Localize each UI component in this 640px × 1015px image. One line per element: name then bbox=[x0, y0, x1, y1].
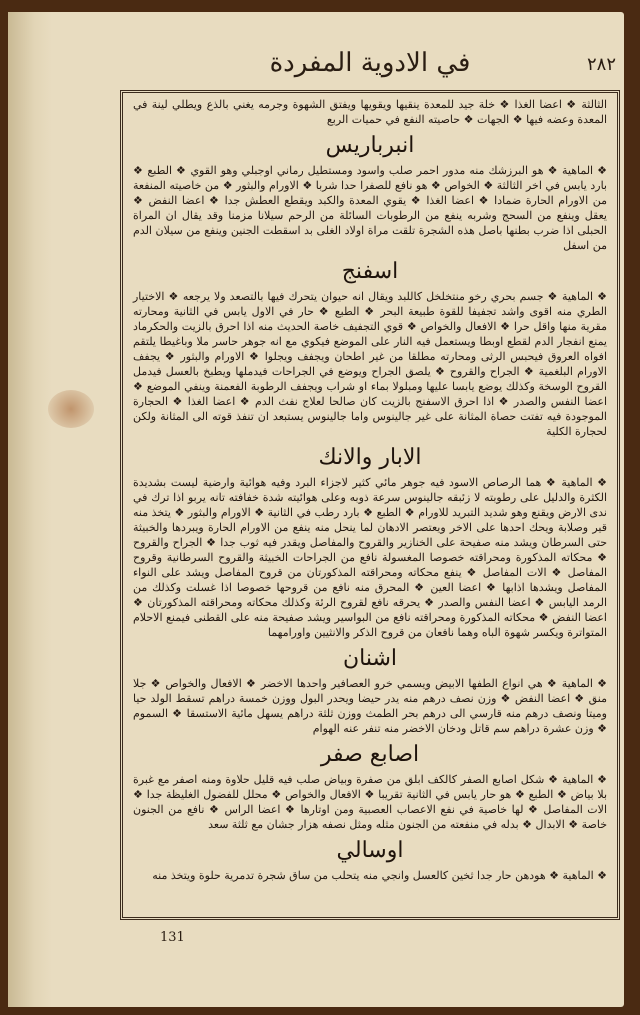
signature-mark: 131 bbox=[160, 930, 185, 945]
running-head bbox=[120, 48, 620, 88]
entry-text-awsali: ❖ الماهية ❖ هودهن حار جدا ثخين كالعسل وانجي منه يتحلب من ساق شجرة تدمرية حلوة ويتخذ منه bbox=[152, 869, 607, 882]
entry-title-isfanj: اسفنج bbox=[341, 259, 399, 284]
paper-stain bbox=[48, 390, 94, 428]
entry-title-ushnan: اشنان bbox=[342, 646, 398, 671]
entry-text-ushnan: ❖ الماهية ❖ هي انواع الطفها الابيض ويسمي خرو العصافير واحدها الاخضر ❖ الافعال والخواص ❖ جلا منق ❖ اعضا النفض ❖ وزن نصف درهم منه يدر حيضا ويحدر البول ووزن خمسة دراهم تسقط الولد حيا وميتا ونصف درهم منه قارسي الى درهم بحر الطمث ووزن ثلثة دراهم يسهل مائية الاستسقا ❖ السموم ❖ وزن عشرة دراهم سم قاتل ودخان الاخضر منه تنفر عنه الهوام bbox=[133, 677, 607, 735]
page-gutter bbox=[8, 12, 52, 1007]
entry-title-asabi-sufr: اصابع صفر bbox=[320, 742, 420, 767]
entry-title-anbarbaris: انبرباريس bbox=[325, 133, 415, 158]
entry-text-abar-wal-anuk: ❖ الماهية ❖ هما الرصاص الاسود فيه جوهر مائي كثير لاجزاء البرد وفيه هوائية وارضية ليست بشديدة الكثرة والدليل على رطوبته لا زئبقه جالينوس سرعة ذوبه وعلى هوائيته شدة خفافته تانه يربو اذا ترك في ندى الارض ويقنع وهو شديد التبريد للاورام ❖ الطبع ❖ بارد رطب في الثانية ❖ الاورام والبثور ❖ يتخذ منه قير وصلابة ويحك احدها على الاخر ويعتصر الادهان لما ينحل منه ينفع من الاورام الحارة ويبردها والخبيثة حتى السرطان ويشد منه صفيحة على الخنازير والقروح والمفاصل ويقدر فيه ثوب جدا ❖ الجراح والقروح ❖ محكاته المذكورة ومحراقته خصوصا المغسولة نافع من الجراحات الخبيثة والقروح السرطانية وقروح المفاصل ❖ الات المفاصل ❖ ينفع محكاته ومحراقته المذكورتان من قروح المفاصل ويشد على النواء المفاصل ويشدها اذابها ❖ اعضا العين ❖ المحرق منه نافع من قروحها خصوصا اذا غسلت وكذلك من الرمد اليابس ❖ اعضا النفس والصدر ❖ يحرقه نافع لقروح الرئة وكذلك محكاته ومحراقته المذكورتان ❖ اعضا النفض ❖ محكاته المذكورة ومحراقته نافع من البواسير ويشد صفيحة منه على القطنى فيمنع الاحلام المتواترة ويكسر شهوة الباه وهما نافعان من قروح الذكر والانثيين واورامهما bbox=[133, 476, 607, 639]
text-frame bbox=[120, 90, 620, 920]
page-number: ٢٨٢ bbox=[586, 54, 616, 75]
intro-paragraph: الثالثة ❖ اعضا الغذا ❖ خلة جيد للمعدة ينقيها ويقويها ويفتق الشهوة وجرمه يغني بالذع ويطلي لينة في المعدة وعضه فيها ❖ الجهات ❖ حاصيته النفع في حميات الربع bbox=[133, 98, 607, 126]
entry-title-awsali: اوسالي bbox=[336, 838, 404, 863]
page-title: في الادوية المفردة bbox=[269, 48, 471, 78]
entry-text-asabi-sufr: ❖ الماهية ❖ شكل اصابع الصفر كالكف ابلق من صفرة وبياض صلب فيه قليل حلاوة ومنه اصفر مع غبرة بلا بياض ❖ الطبع ❖ هو حار يابس في الثانية تقريبا ❖ الافعال والخواص ❖ محلل للفضول الغليظة جدا ❖ الات المفاصل ❖ لها خاصية في نفع الاعصاب العصبية ومن اوتارها ❖ اعضا الراس ❖ نافع من الجنون خاصة ❖ الابدال ❖ بدله في منفعته من الجنون مثله ومثل نصفه هزار جشان مع ثلثة سعد bbox=[133, 773, 607, 831]
entry-text-anbarbaris: ❖ الماهية ❖ هو البرزشك منه مدور احمر صلب واسود ومستطيل رماني اوجبلي وهو القوي ❖ الطبع ❖ بارد يابس في اخر الثالثة ❖ الخواص ❖ هو نافع للصفرا حدا شربا ❖ الاورام والبثور ❖ من خاصيته المنفعة من الاورام الحارة ضمادا ❖ اعضا الغذا ❖ يقوي المعدة والكبد ويقطع العطش جدا ❖ اعضا النفض ❖ يعقل وينفع من السحج وشربه ينفع من الرطوبات السائلة من الرحم سيلانا مزمنا وقد يقال ان المراة الحبلى اذا ضرب بطنها باصل هذه الشجرة تلقت مراة اولاد الغلى بد اسقطت الجنين وينفع من سيلان الدم من اسفل bbox=[133, 164, 607, 252]
entry-text-isfanj: ❖ الماهية ❖ جسم بحري رخو منتخلخل كاللبد ويقال انه حيوان يتحرك فيها بالتصعد ولا يرجعه ❖ الاختيار الطري منه اقوى واشد تجفيفا للقوة طبيعة البحر ❖ الطبع ❖ حار في الاول يابس في الثانية ومحارته مقرية منها واقل حرا ❖ الافعال والخواص ❖ قوي التجفيف خاصة الحديث منه اذا احرق بالزيت والحكرماد يمنع انفجار الدم لقطع اوبطا ويستعمل فيه النار على الموضع فيكوي مع انه جوهر حاسر ملا وباغيطا يلتقم افواه العروق فيحبس الرثى ومحارته مطلقا من غير اطحان ويجفف ويجلوا ❖ الاورام والبثور ❖ يجفف الاورام البلغمية ❖ الجراح والقروح ❖ يلصق الجراح ويوضع في الجراحات فيدملها ويطبخ بالعسل فيدمل القروح الوسخة وكذلك يوضع يابسا عليها ومبلولا بماء او شراب ويجفف الرطوبة الفعمنة وينفي الموضع ❖ اعضا النفس والصدر ❖ اذا احرق الاسفنج بالزيت كان صالحا لعلاج نفث الدم ❖ اعضا الغذا ❖ الحجارة الموجودة فيه تفتت حصاة المثانة على غير جالينوس واما جالينوس يستبعد ان تنفذ قوته الى المثانة ولكن لحجارة الكلية bbox=[133, 290, 607, 438]
entry-title-abar-wal-anuk: الابار والانك bbox=[318, 445, 422, 470]
